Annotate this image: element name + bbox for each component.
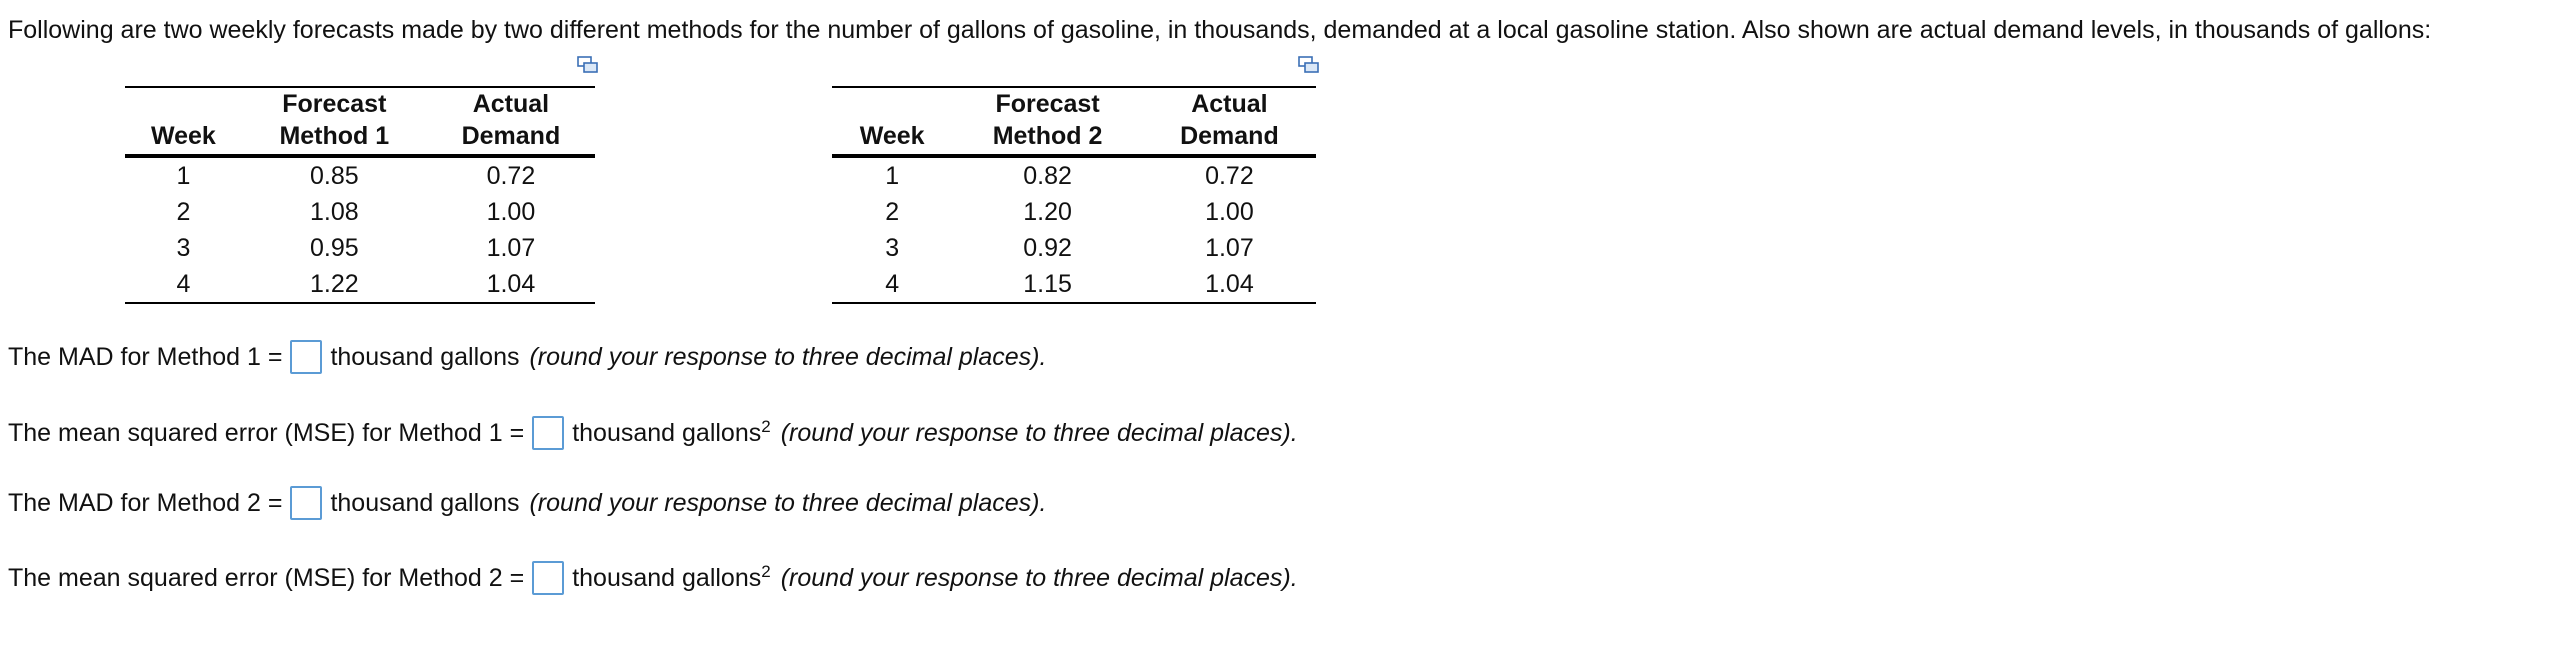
forecast-cell: 1.20 bbox=[1023, 198, 1072, 226]
forecast-cell: 0.85 bbox=[309, 162, 359, 190]
week-cell: 4 bbox=[176, 270, 191, 298]
table-row bbox=[832, 194, 1316, 230]
actual-cell: 1.07 bbox=[1205, 234, 1254, 262]
question-mad-method-2 bbox=[8, 486, 1046, 520]
header-actual-2: Demand bbox=[1180, 122, 1279, 150]
mad-method-1-answer-input[interactable] bbox=[290, 340, 322, 374]
actual-cell: 1.00 bbox=[486, 198, 536, 226]
week-cell: 2 bbox=[885, 198, 900, 226]
header-actual-1: Actual bbox=[472, 90, 550, 118]
header-week: Week bbox=[150, 122, 216, 150]
actual-cell: 1.04 bbox=[1205, 270, 1254, 298]
question-mad-method-1 bbox=[8, 340, 1046, 374]
question-hint: (round your response to three decimal places). bbox=[780, 419, 1298, 447]
question-prefix: The MAD for Method 1 = bbox=[8, 343, 283, 371]
question-unit: thousand gallons bbox=[330, 343, 520, 371]
problem-statement: Following are two weekly forecasts made by two different methods for the number of gallons of gasoline, in thousands, demanded at a local gasoline station. Also shown are actual demand levels, in thousands of gallons: bbox=[8, 16, 2432, 44]
header-forecast-2: Method 1 bbox=[279, 122, 390, 150]
table-row bbox=[832, 156, 1316, 194]
header-forecast-2: Method 2 bbox=[992, 122, 1103, 150]
question-mse-method-1 bbox=[8, 416, 1298, 450]
forecast-cell: 0.82 bbox=[1023, 162, 1072, 190]
copy-to-clipboard-icon[interactable] bbox=[577, 56, 599, 76]
week-cell: 1 bbox=[176, 162, 191, 190]
actual-cell: 0.72 bbox=[1205, 162, 1254, 190]
table-row bbox=[125, 230, 595, 266]
question-prefix: The mean squared error (MSE) for Method 1 = bbox=[8, 419, 525, 447]
forecast-table-method-1 bbox=[125, 58, 595, 304]
question-unit: thousand gallons bbox=[330, 489, 520, 517]
question-hint: (round your response to three decimal places). bbox=[780, 564, 1298, 592]
table-row bbox=[125, 156, 595, 194]
question-unit: thousand gallons bbox=[572, 419, 762, 447]
question-hint: (round your response to three decimal places). bbox=[529, 489, 1047, 517]
week-cell: 4 bbox=[885, 270, 900, 298]
header-forecast-1: Forecast bbox=[995, 90, 1100, 118]
question-prefix: The MAD for Method 2 = bbox=[8, 489, 283, 517]
forecast-cell: 1.08 bbox=[309, 198, 359, 226]
actual-cell: 1.04 bbox=[486, 270, 536, 298]
header-actual-1: Actual bbox=[1191, 90, 1268, 118]
forecast-cell: 0.95 bbox=[309, 234, 359, 262]
question-prefix: The mean squared error (MSE) for Method 2 = bbox=[8, 564, 525, 592]
question-hint: (round your response to three decimal places). bbox=[529, 343, 1047, 371]
week-cell: 2 bbox=[176, 198, 191, 226]
header-actual-2: Demand bbox=[461, 122, 561, 150]
unit-exponent: 2 bbox=[761, 417, 771, 436]
actual-cell: 1.00 bbox=[1205, 198, 1254, 226]
week-cell: 3 bbox=[176, 234, 191, 262]
forecast-cell: 0.92 bbox=[1023, 234, 1072, 262]
table-row bbox=[125, 194, 595, 230]
table-row bbox=[832, 230, 1316, 266]
unit-exponent: 2 bbox=[761, 562, 771, 581]
header-forecast-1: Forecast bbox=[282, 90, 387, 118]
forecast-table-method-2 bbox=[832, 58, 1316, 304]
table-row bbox=[125, 266, 595, 303]
mse-method-2-answer-input[interactable] bbox=[532, 561, 564, 595]
table-row bbox=[832, 266, 1316, 303]
actual-cell: 0.72 bbox=[486, 162, 536, 190]
question-unit: thousand gallons bbox=[572, 564, 762, 592]
week-cell: 1 bbox=[885, 162, 900, 190]
forecast-cell: 1.15 bbox=[1023, 270, 1072, 298]
header-week: Week bbox=[859, 122, 925, 150]
copy-to-clipboard-icon[interactable] bbox=[1298, 56, 1320, 76]
actual-cell: 1.07 bbox=[486, 234, 536, 262]
question-mse-method-2 bbox=[8, 561, 1298, 595]
week-cell: 3 bbox=[885, 234, 900, 262]
mse-method-1-answer-input[interactable] bbox=[532, 416, 564, 450]
mad-method-2-answer-input[interactable] bbox=[290, 486, 322, 520]
forecast-cell: 1.22 bbox=[309, 270, 359, 298]
